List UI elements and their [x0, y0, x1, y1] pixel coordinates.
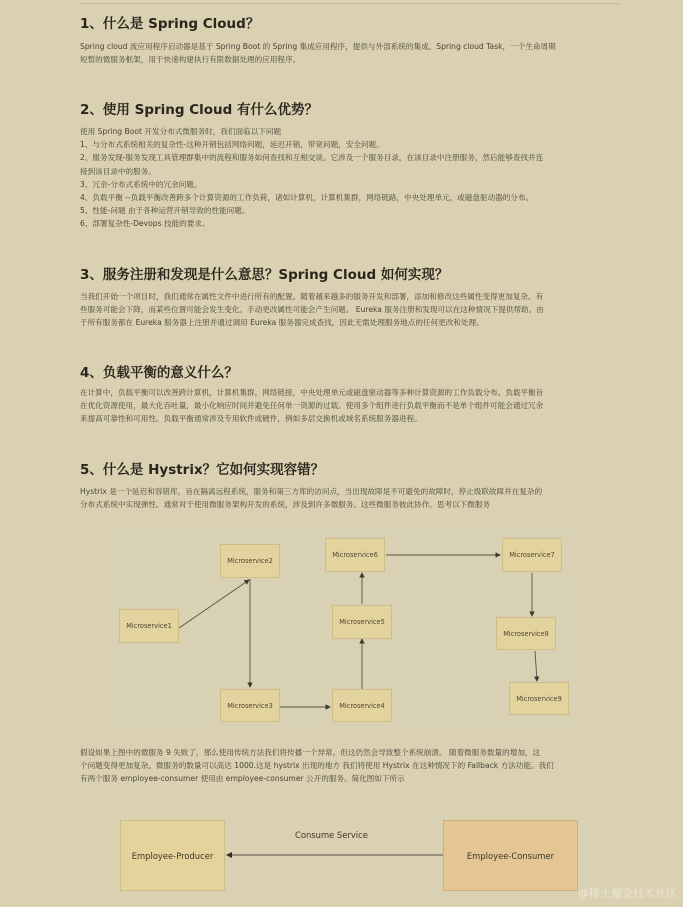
watermark: @稀土掘金技术社区: [578, 887, 677, 900]
employee-consumer-node: Employee-Consumer: [443, 820, 578, 891]
node-microservice6: Microservice6: [325, 538, 385, 572]
paragraph-advantages: 使用 Spring Boot 开发分布式微服务时，我们面临以下问题 1、与分布式系统相关的复杂性-这种开销包括网络问题，延迟开销，带宽问题，安全问题。 2、服务发现-服务发现工具管理群集中的流程和服务如何查找和互相交谈。它涉及一个服务目录，在该目录中注册服务，然后能够查找并连 接到该目录中的服务。 3、冗余-分布式系统中的冗余问题。 4、负载平衡 --负载平衡改善跨多个计算资源的工作负荷，诸如计算机，计算机集群，网络链路，中央处理单元，或磁盘驱动器的分布。 5、性能-问题 由于各种运营开销导致的性能问题。 6、部署复杂性-Devops 技能的要求。: [80, 127, 544, 229]
top-divider: [80, 3, 620, 4]
node-microservice4: Microservice4: [332, 689, 392, 722]
heading-service-registration: 3、服务注册和发现是什么意思？Spring Cloud 如何实现？: [80, 267, 449, 283]
microservices-diagram: [112, 527, 582, 730]
paragraph-load-balancing: 在计算中，负载平衡可以改善跨计算机，计算机集群，网络链接，中央处理单元或磁盘驱动器等多种计算资源的工作负载分布。负载平衡旨 在优化资源使用，最大化吞吐量，最小化响应时间并避免任何单一资源的过载。使用多个组件进行负载平衡而不是单个组件可能会通过冗余 来提高可靠性和可用性。负载平衡通常涉及专用软件或硬件，例如多层交换机或域名系统服务器进程。: [80, 388, 544, 424]
paragraph-spring-cloud: Spring cloud 流应用程序启动器是基于 Spring Boot 的 Spring 集成应用程序，提供与外部系统的集成。Spring cloud Task，一个生命周期 短暂的微服务框架，用于快速构建执行有限数据处理的应用程序。: [80, 42, 556, 65]
consume-service-label: Consume Service: [295, 830, 368, 840]
paragraph-hystrix-fallback: 假设如果上图中的微服务 9 失败了，那么使用传统方法我们将传播一个异常。但这仍然会导致整个系统崩溃。 随着微服务数量的增加，这 个问题变得更加复杂。微服务的数量可以高达 1000.这是 hystrix 出现的地方 我们将使用 Hystrix 在这种情况下的 Fallback 方法功能。我们 有两个服务 employee-consumer 使用由 employee-consumer 公开的服务。简化图如下所示: [80, 748, 554, 784]
node-microservice9: Microservice9: [509, 682, 569, 715]
node-microservice1: Microservice1: [119, 609, 179, 643]
employee-producer-node: Employee-Producer: [120, 820, 225, 891]
heading-load-balancing: 4、负载平衡的意义什么？: [80, 365, 238, 381]
node-microservice3: Microservice3: [220, 689, 280, 722]
paragraph-hystrix: Hystrix 是一个延迟和容错库，旨在隔离远程系统，服务和第三方库的访问点，当出现故障是不可避免的故障时，停止级联故障并在复杂的 分布式系统中实现弹性。通常对于使用微服务架构开发的系统，涉及到许多微服务。这些微服务彼此协作。思考以下微服务: [80, 487, 543, 510]
node-microservice7: Microservice7: [502, 538, 562, 572]
node-microservice2: Microservice2: [220, 544, 280, 578]
node-microservice5: Microservice5: [332, 605, 392, 639]
heading-spring-cloud-advantages: 2、使用 Spring Cloud 有什么优势？: [80, 102, 319, 118]
paragraph-service-registration: 当我们开始一个项目时，我们通常在属性文件中进行所有的配置。随着越来越多的服务开发和部署，添加和修改这些属性变得更加复杂。有 些服务可能会下降，而某些位置可能会发生变化。手动更改属性可能会产生问题。 Eureka 服务注册和发现可以在这种情况下提供帮助。由 于所有服务都在 Eureka 服务器上注册并通过调用 Eureka 服务器完成查找，因此无需处理服务地点的任何更改和处理。: [80, 292, 544, 328]
heading-what-is-spring-cloud: 1、什么是 Spring Cloud？: [80, 16, 260, 32]
heading-hystrix: 5、什么是 Hystrix？它如何实现容错？: [80, 462, 325, 478]
node-microservice8: Microservice8: [496, 617, 556, 650]
